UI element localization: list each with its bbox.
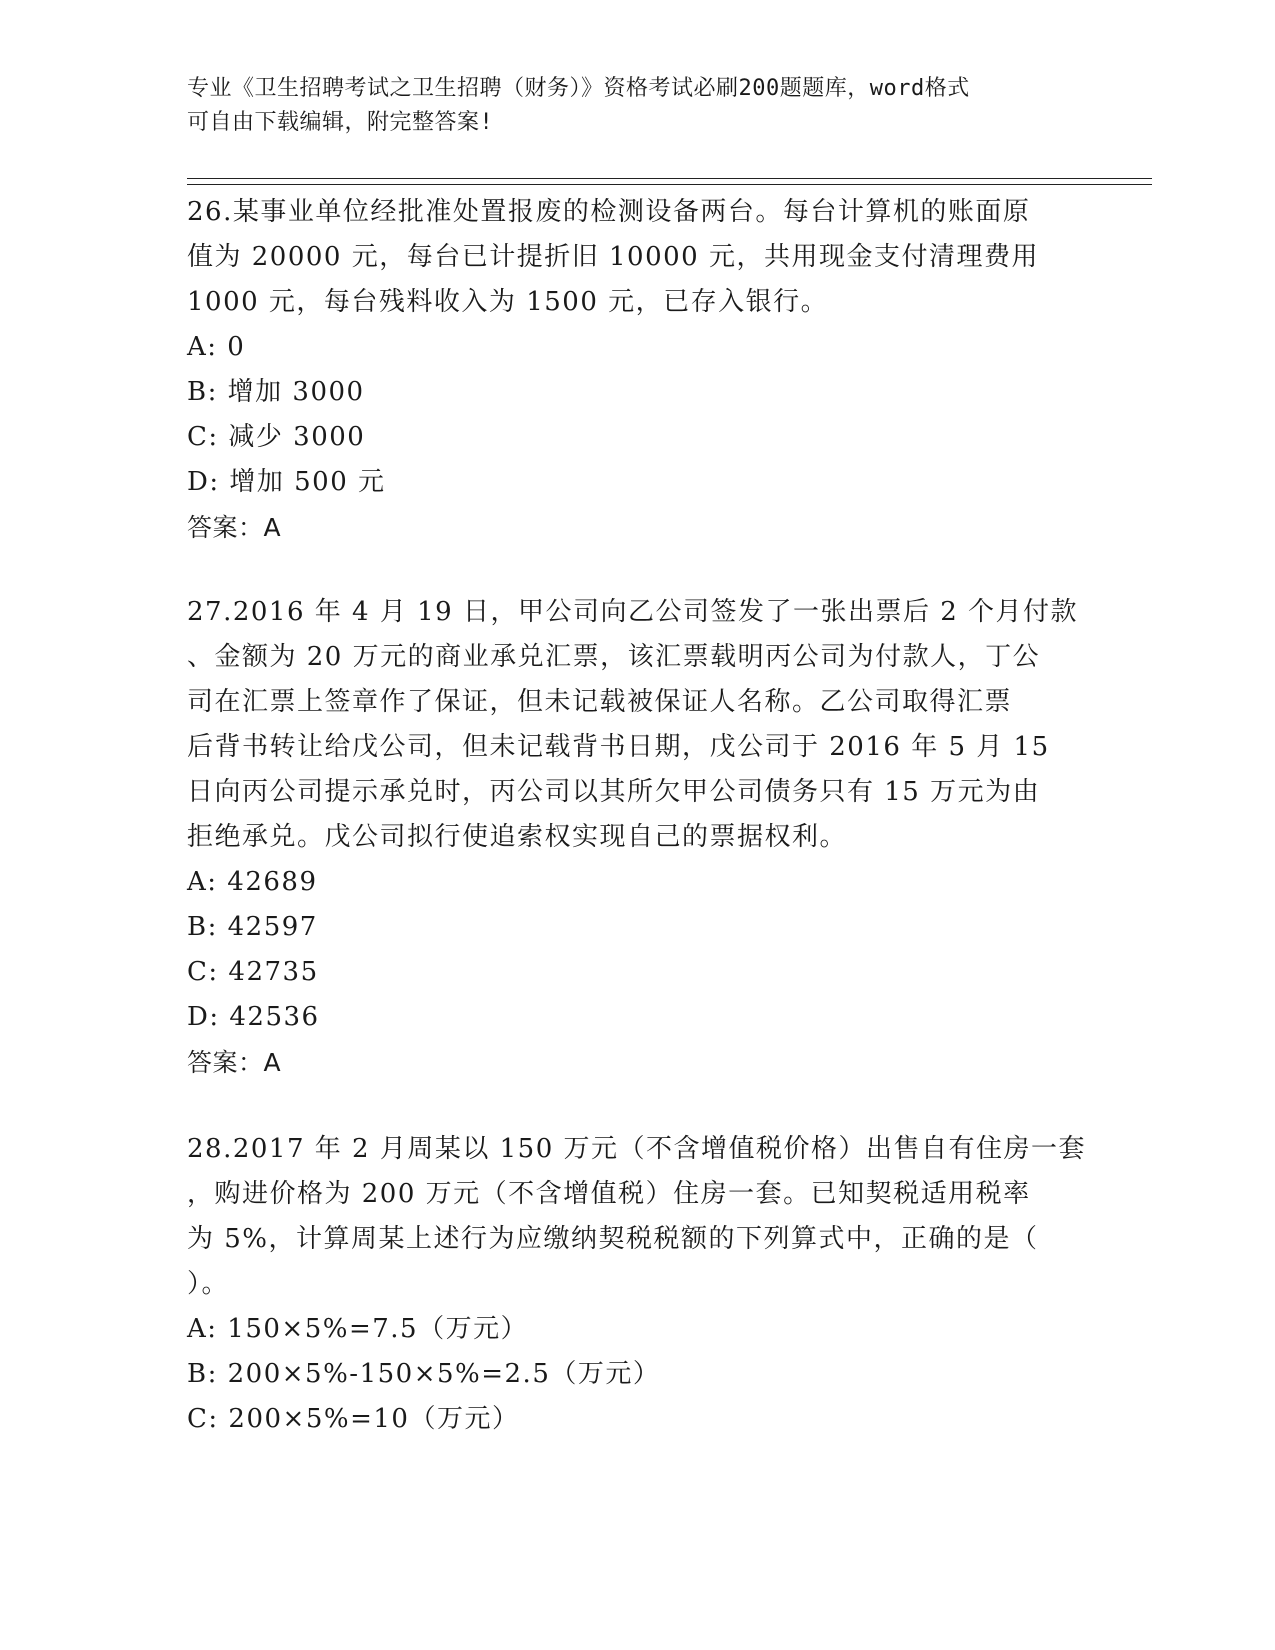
question-spacer [187,550,1087,590]
question-text-line: 26.某事业单位经批准处置报废的检测设备两台。每台计算机的账面原 [187,197,1031,227]
question-text-line: 日向丙公司提示承兑时，丙公司以其所欠甲公司债务只有 15 万元为由 [187,777,1041,807]
question-spacer [187,1085,1087,1127]
option-a: A: 0 [187,332,246,362]
question-text-line: 司在汇票上签章作了保证，但未记载被保证人名称。乙公司取得汇票 [187,687,1013,717]
question-text-line: ）。 [187,1269,230,1299]
question-text-line: 1000 元，每台残料收入为 1500 元，已存入银行。 [187,287,829,317]
question-26 [187,190,1087,550]
question-27 [187,590,1087,1085]
option-b: B: 200×5%-150×5%=2.5（万元） [187,1359,661,1389]
question-text-line: 后背书转让给戊公司，但未记载背书日期，戊公司于 2016 年 5 月 15 [187,732,1050,762]
question-text-line: 值为 20000 元，每台已计提折旧 10000 元，共用现金支付清理费用 [187,242,1039,272]
question-list [187,190,1087,1442]
question-text-line: 、金额为 20 万元的商业承兑汇票，该汇票载明丙公司为付款人，丁公 [187,642,1041,672]
option-c: C: 减少 3000 [187,422,366,452]
question-text-line: 为 5%，计算周某上述行为应缴纳契税税额的下列算式中，正确的是（ [187,1224,1039,1254]
question-text-line: 拒绝承兑。戊公司拟行使追索权实现自己的票据权利。 [187,822,848,852]
option-d: D: 增加 500 元 [187,467,386,497]
question-28 [187,1127,1087,1442]
question-text-line: 28.2017 年 2 月周某以 150 万元（不含增值税价格）出售自有住房一套 [187,1134,1087,1164]
option-c: C: 200×5%=10（万元） [187,1404,520,1434]
question-text-line: ，购进价格为 200 万元（不含增值税）住房一套。已知契税适用税率 [187,1179,1031,1209]
option-a: A: 150×5%=7.5（万元） [187,1314,529,1344]
answer-label: 答案：A [187,513,282,542]
option-b: B: 增加 3000 [187,377,365,407]
option-c: C: 42735 [187,957,319,987]
header-line-2: 可自由下载编辑，附完整答案! [187,110,494,135]
answer-label: 答案：A [187,1048,282,1077]
header-divider-top [187,178,1152,179]
header-divider-bottom [187,184,1152,185]
option-a: A: 42689 [187,867,318,897]
document-header [187,72,1067,140]
header-line-1: 专业《卫生招聘考试之卫生招聘（财务）》资格考试必刷200题题库，word格式 [187,76,970,101]
option-b: B: 42597 [187,912,318,942]
option-d: D: 42536 [187,1002,320,1032]
question-text-line: 27.2016 年 4 月 19 日，甲公司向乙公司签发了一张出票后 2 个月付款 [187,597,1079,627]
